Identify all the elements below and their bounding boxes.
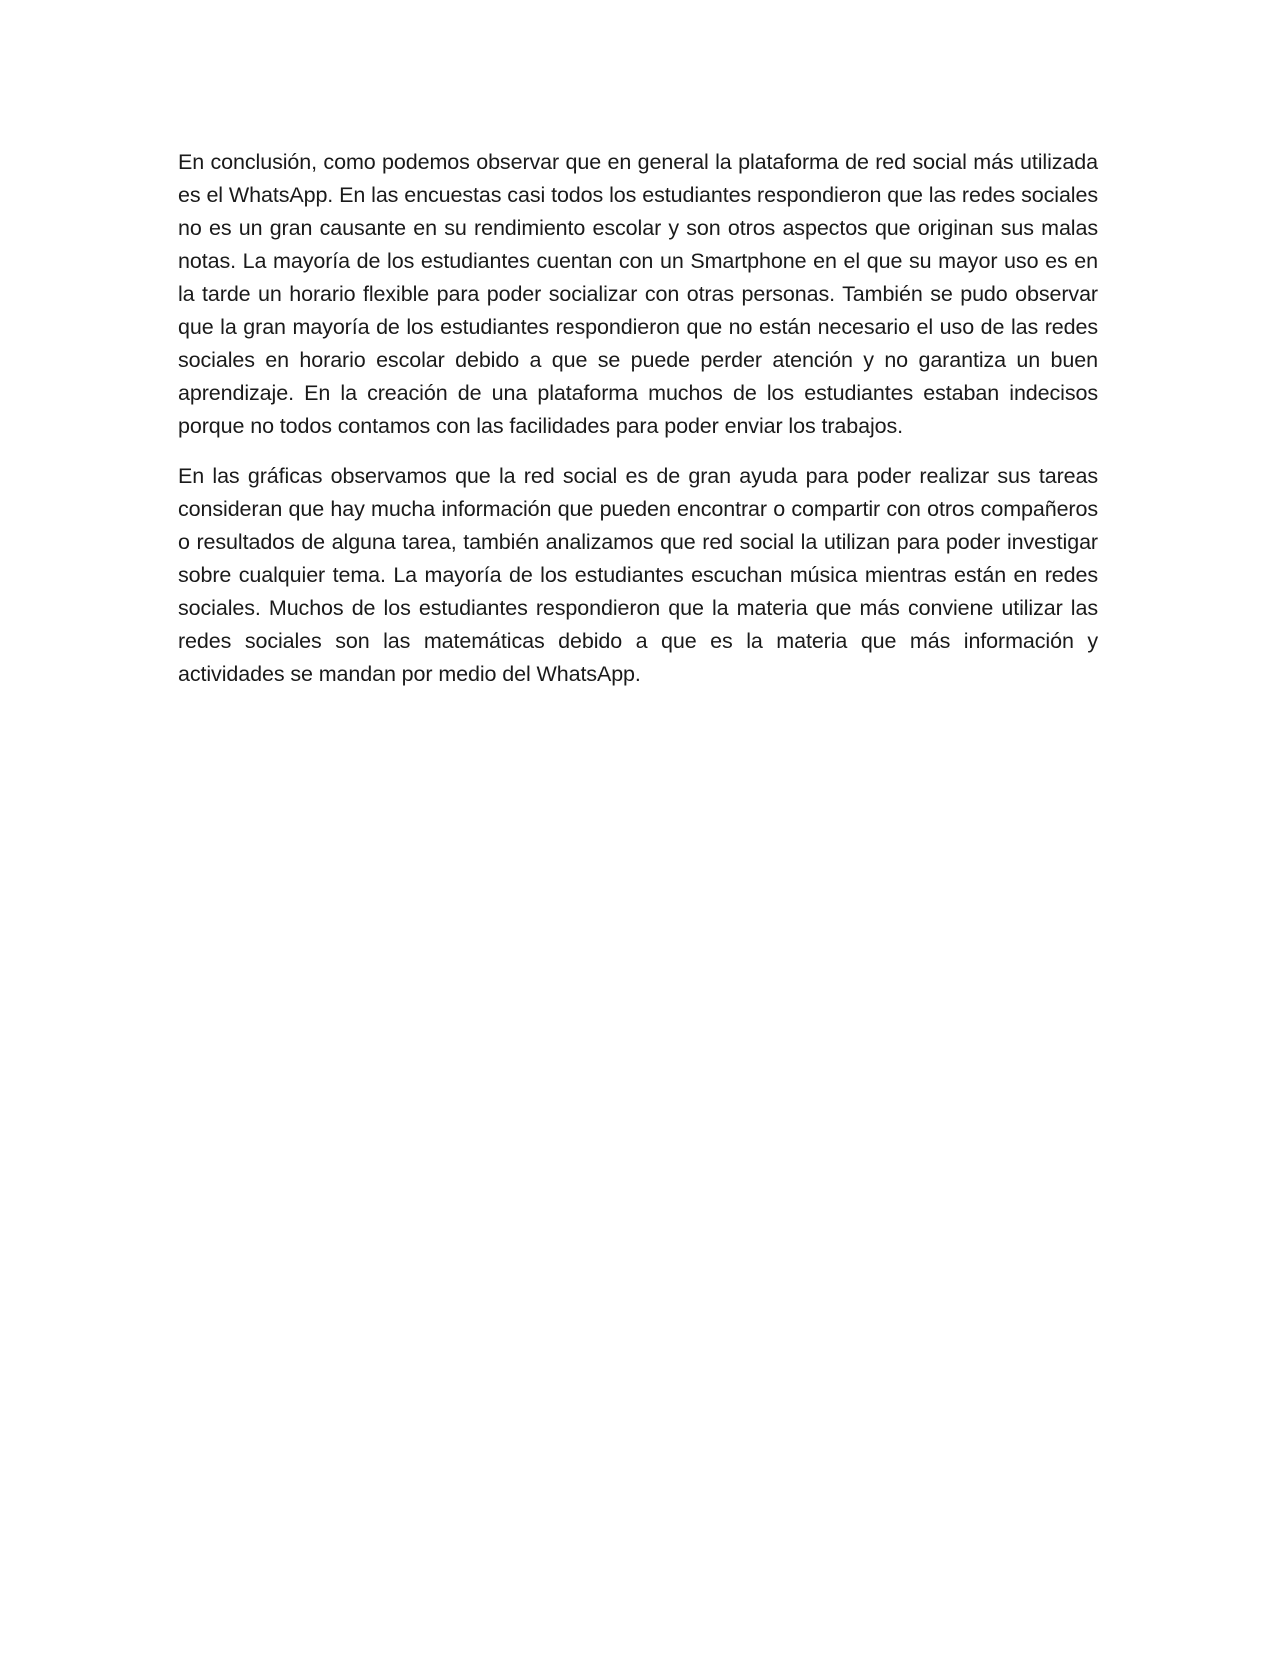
paragraph-conclusion: En conclusión, como podemos observar que en general la plataforma de red social más utilizada es el WhatsApp. En las encuestas casi todos los estudiantes respondieron que las redes sociales no es un gran causante en su rendimiento escolar y son otros aspectos que originan sus malas notas. La mayoría de los estudiantes cuentan con un Smartphone en el que su mayor uso es en la tarde un horario flexible para poder socializar con otras personas. También se pudo observar que la gran mayoría de los estudiantes respondieron que no están necesario el uso de las redes sociales en horario escolar debido a que se puede perder atención y no garantiza un buen aprendizaje. En la creación de una plataforma muchos de los estudiantes estaban indecisos porque no todos contamos con las facilidades para poder enviar los trabajos. [178,150,1098,438]
paragraph-graphs: En las gráficas observamos que la red social es de gran ayuda para poder realizar sus tareas consideran que hay mucha información que pueden encontrar o compartir con otros compañeros o resultados de alguna tarea, también analizamos que red social la utilizan para poder investigar sobre cualquier tema. La mayoría de los estudiantes escuchan música mientras están en redes sociales. Muchos de los estudiantes respondieron que la materia que más conviene utilizar las redes sociales son las matemáticas debido a que es la materia que más información y actividades se mandan por medio del WhatsApp. [178,464,1098,686]
document-body [178,146,1098,708]
